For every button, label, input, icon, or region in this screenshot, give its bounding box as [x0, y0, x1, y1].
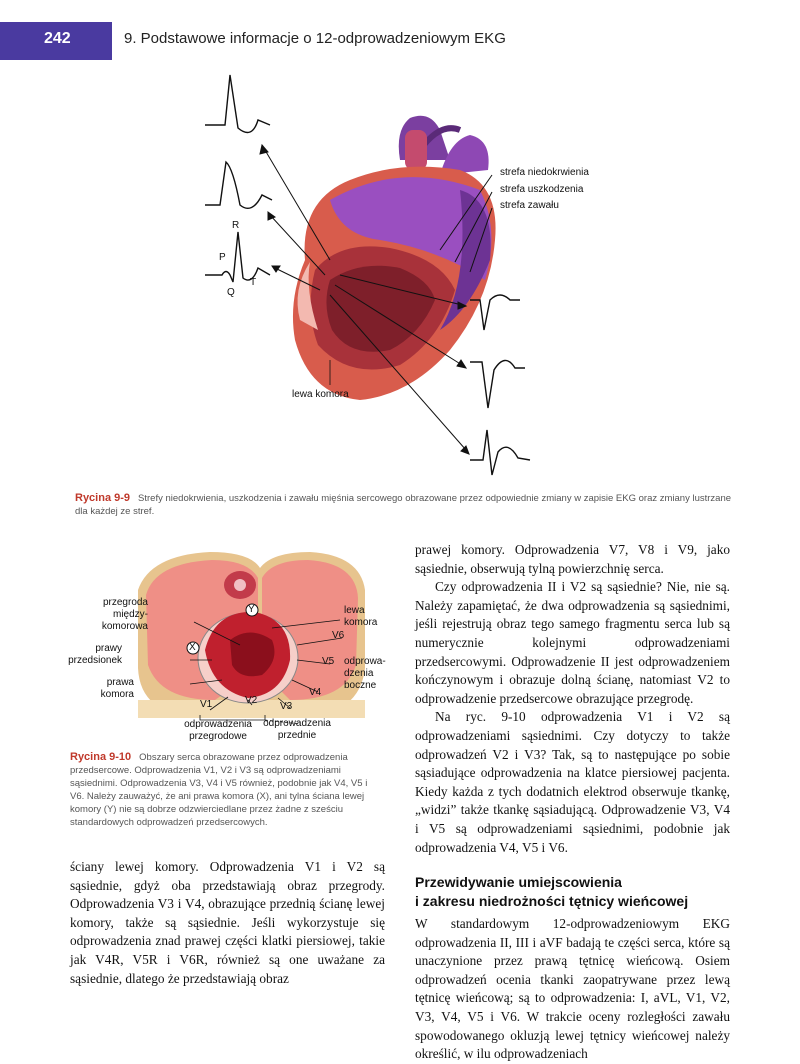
- label-v6: V6: [332, 630, 345, 641]
- label-septal-1: odprowadzenia: [184, 719, 252, 730]
- label-left-ventricle-2: komora: [344, 617, 378, 628]
- left-column: [70, 858, 385, 988]
- caption-9-9-id: Rycina 9-9: [75, 492, 131, 504]
- label-marker-x: X: [189, 642, 196, 653]
- caption-9-9-text: Strefy niedokrwienia, uszkodzenia i zawału mięśnia sercowego obrazowane przez odpowiednie zmiany w zapisie EKG oraz zmiany lustrzane dla każdej ze stref.: [75, 493, 732, 517]
- label-septum-3: komorowa: [101, 621, 148, 632]
- label-wave-q: Q: [227, 287, 235, 298]
- label-v3: V3: [280, 701, 293, 712]
- caption-9-10-text: Obszary serca obrazowane przez odprowadzenia przedsercowe. Odprowadzenia V1, V2 i V3 są odprowadzeniami sąsiednimi. Odprowadzenia V3, V4 i V5 również, podobnie jak V4, V5 i V6. Należy zauważyć, że ani prawa komora (X), ani tylna ściana lewej komory (Y) nie są dobrze odzwierciedlane przez żadne z sześciu standardowych odprowadzeń przedsercowych.: [70, 752, 368, 828]
- label-injury-zone: strefa uszkodzenia: [500, 184, 584, 195]
- page-number: 242: [44, 30, 71, 47]
- label-wave-t: T: [250, 277, 257, 288]
- right-paragraph-3: Na ryc. 9-10 odprowadzenia V1 i V2 są odprowadzeniami sąsiednimi. Czy dotyczy to także odprowadzeń V2 i V3? Tak, są to następujące po sobie sąsiadujące odprowadzenia na klatce piersiowej pacjenta. Kiedy każda z tych dodatnich elektrod obserwuje tkankę, „widzi” także tkankę sąsiadującą. Odprowadzenie V3, V4 i V5 są odprowadzeniami sąsiednimi, podobnie jak odprowadzenia V4, V5 i V6.: [415, 709, 730, 855]
- caption-9-10: [70, 751, 382, 829]
- label-right-ventricle-1: prawa: [106, 677, 134, 688]
- caption-9-10-id: Rycina 9-10: [70, 751, 132, 763]
- figure-9-9-illustration: [200, 70, 560, 480]
- label-v1: V1: [200, 699, 213, 710]
- label-right-atrium-2: przedsionek: [68, 655, 122, 666]
- right-paragraph-4: W standardowym 12-odprowadzeniowym EKG odprowadzenia II, III i aVF badają te części serca, które są unaczynione przez prawą tętnicę wieńcową. Osiem odprowadzeń ocenia tkanki zaopatrywane przez lewą tętnicę wieńcową; są to odprowadzenia: I, aVL, V1, V2, V3, V4, V5 i V6. W trakcie oceny rozległości zawału spowodowanego okluzją lewej tętnicy wieńcowej należy określić, w ilu odprowadzeniach: [415, 916, 730, 1062]
- section-heading-line-1: Przewidywanie umiejscowienia: [415, 874, 622, 891]
- label-marker-y: Y: [248, 604, 255, 615]
- label-v5: V5: [322, 656, 335, 667]
- right-paragraph-2: Czy odprowadzenia II i V2 są sąsiednie? Nie, nie są. Należy zapamiętać, że dwa odprowadzenia są sąsiednimi, jeśli rejestrują obraz tego samego fragmentu serca lub są numerycznie kolejnymi odprowadzeniami przedsercowymi. Odprowadzenie II jest odprowadzeniem kończynowym i obrazuje dolną ścianę, natomiast V2 to odprowadzenie przedsercowe obrazujące przegrodę.: [415, 579, 730, 706]
- section-heading-line-2: i zakresu niedrożności tętnicy wieńcowej: [415, 893, 689, 910]
- label-septal-2: przegrodowe: [189, 731, 247, 742]
- label-left-ventricle: lewa komora: [292, 389, 349, 400]
- label-right-ventricle-2: komora: [100, 689, 134, 700]
- label-left-ventricle-1: lewa: [344, 605, 365, 616]
- label-v2: V2: [245, 695, 258, 706]
- label-ischemia-zone: strefa niedokrwienia: [500, 167, 589, 178]
- label-lateral-3: boczne: [344, 680, 377, 691]
- label-right-atrium-1: prawy: [95, 643, 122, 654]
- chapter-title: 9. Podstawowe informacje o 12-odprowadzeniowym EKG: [124, 30, 506, 47]
- label-anterior-1: odprowadzenia: [263, 718, 331, 729]
- label-anterior-2: przednie: [277, 730, 317, 741]
- label-infarct-zone: strefa zawału: [500, 200, 559, 211]
- label-wave-p: P: [219, 252, 226, 263]
- label-septum-1: przegroda: [102, 597, 148, 608]
- label-lateral-1: odprowa-: [344, 656, 386, 667]
- right-paragraph-1: prawej komory. Odprowadzenia V7, V8 i V9, jako sąsiednie, obserwują tylną powierzchnię serca.: [415, 542, 730, 576]
- label-wave-r: R: [232, 220, 240, 231]
- right-column: [415, 541, 730, 1064]
- caption-9-9: [75, 492, 735, 518]
- left-paragraph: ściany lewej komory. Odprowadzenia V1 i V2 są sąsiednie, gdyż oba przedstawiają obraz przegrody. Odprowadzenia V3 i V4, obrazujące przednią ścianę lewej komory, także są sąsiednie. Jeśli wykorzystuje się odprowadzenia znad prawej części klatki piersiowej, takie jak V4R, V5R i V6R, również są one uważane za sąsiednie, dlatego że przedstawiają obraz: [70, 859, 385, 986]
- section-heading: [415, 873, 730, 911]
- label-v4: V4: [309, 687, 322, 698]
- label-septum-2: między-: [112, 609, 148, 620]
- great-vessels: [399, 116, 489, 175]
- label-lateral-2: dzenia: [344, 668, 374, 679]
